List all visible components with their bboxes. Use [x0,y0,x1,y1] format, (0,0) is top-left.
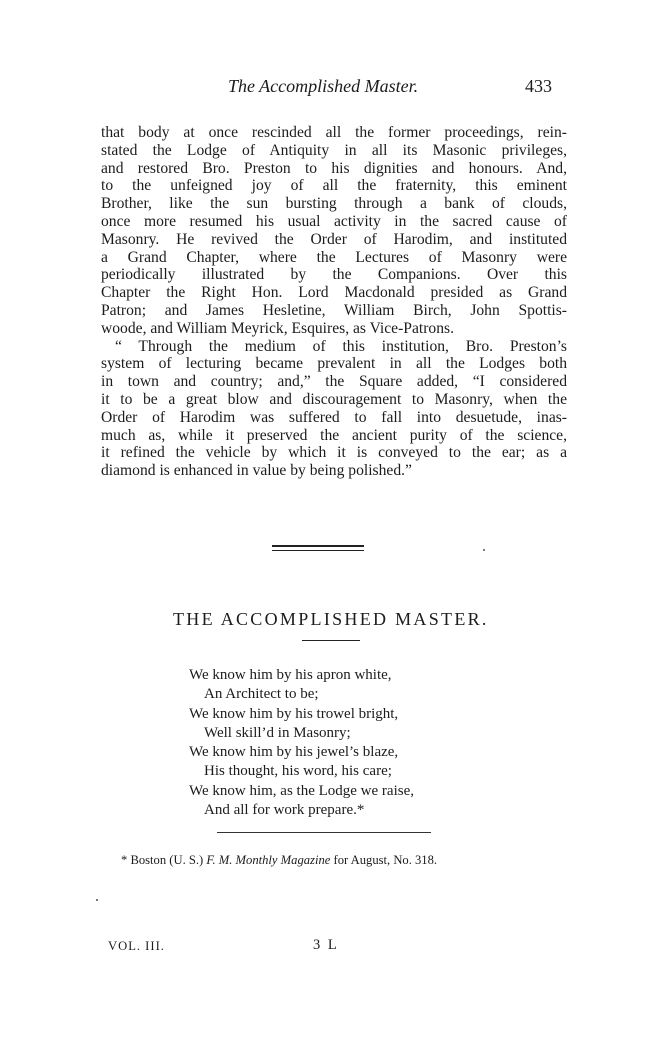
page-number: 433 [525,76,552,96]
footnote-rule [217,832,431,833]
volume-label: VOL. III. [108,939,165,953]
section-title: THE ACCOMPLISHED MASTER. [173,609,489,629]
poem-line: We know him by his apron white, [189,667,392,683]
text-line: stated the Lodge of Antiquity in all its Masonic privileges, [101,141,567,159]
text-line: to the unfeigned joy of all the fraternity, this eminent [101,177,567,195]
print-speck [96,899,98,901]
text-line: it to be a great blow and discouragement to Masonry, when the [101,390,567,408]
running-title: The Accomplished Master. [228,76,419,96]
text-line: “ Through the medium of this institution, Bro. Preston’s [115,337,567,355]
footnote [121,853,437,868]
text-line: a Grand Chapter, where the Lectures of Masonry were [101,248,567,266]
text-line: and restored Bro. Preston to his dignities and honours. And, [101,159,567,177]
signature-mark: 3 L [313,937,339,953]
text-line: once more resumed his usual activity in the sacred cause of [101,212,567,230]
text-line: system of lecturing became prevalent in all the Lodges both [101,355,567,373]
text-line: Patron; and James Hesletine, William Birch, John Spottis- [101,301,567,319]
poem-line: Well skill’d in Masonry; [204,724,351,741]
poem-line: And all for work prepare.* [204,802,365,819]
text-line: in town and country; and,” the Square added, “I considered [101,373,567,391]
print-speck [483,549,485,551]
text-line: Order of Harodim was suffered to fall into desuetude, inas- [101,408,567,426]
poem [189,666,414,820]
poem-line: We know him by his jewel’s blaze, [189,744,399,761]
footnote-text-end: for August, No. 318. [333,853,438,867]
section-divider-rule [272,545,364,551]
text-line: Chapter the Right Hon. Lord Macdonald presided as Grand [101,284,567,302]
body-paragraphs [101,124,567,480]
text-line: diamond is enhanced in value by being polished.” [101,462,412,480]
text-line: woode, and William Meyrick, Esquires, as Vice-Patrons. [101,319,454,337]
text-line: periodically illustrated by the Companions. Over this [101,266,567,284]
footnote-italic-title: F. M. Monthly Magazine [206,853,331,867]
text-line: Brother, like the sun bursting through a bank of clouds, [101,195,567,213]
poem-line: We know him by his trowel bright, [189,705,399,722]
text-line: it refined the vehicle by which it is conveyed to the ear; as a [101,444,567,462]
poem-line: His thought, his word, his care; [204,763,392,780]
title-underline-rule [302,640,360,641]
text-line: much as, while it preserved the ancient purity of the science, [101,426,567,444]
text-line: Masonry. He revived the Order of Harodim, and instituted [101,230,567,248]
poem-line: We know him, as the Lodge we raise, [189,782,414,799]
poem-line: An Architect to be; [204,686,319,703]
footnote-text: Boston (U. S.) [130,853,204,867]
page-header [0,76,667,100]
footnote-marker: * [121,853,128,867]
text-line: that body at once rescinded all the former proceedings, rein- [101,124,567,141]
